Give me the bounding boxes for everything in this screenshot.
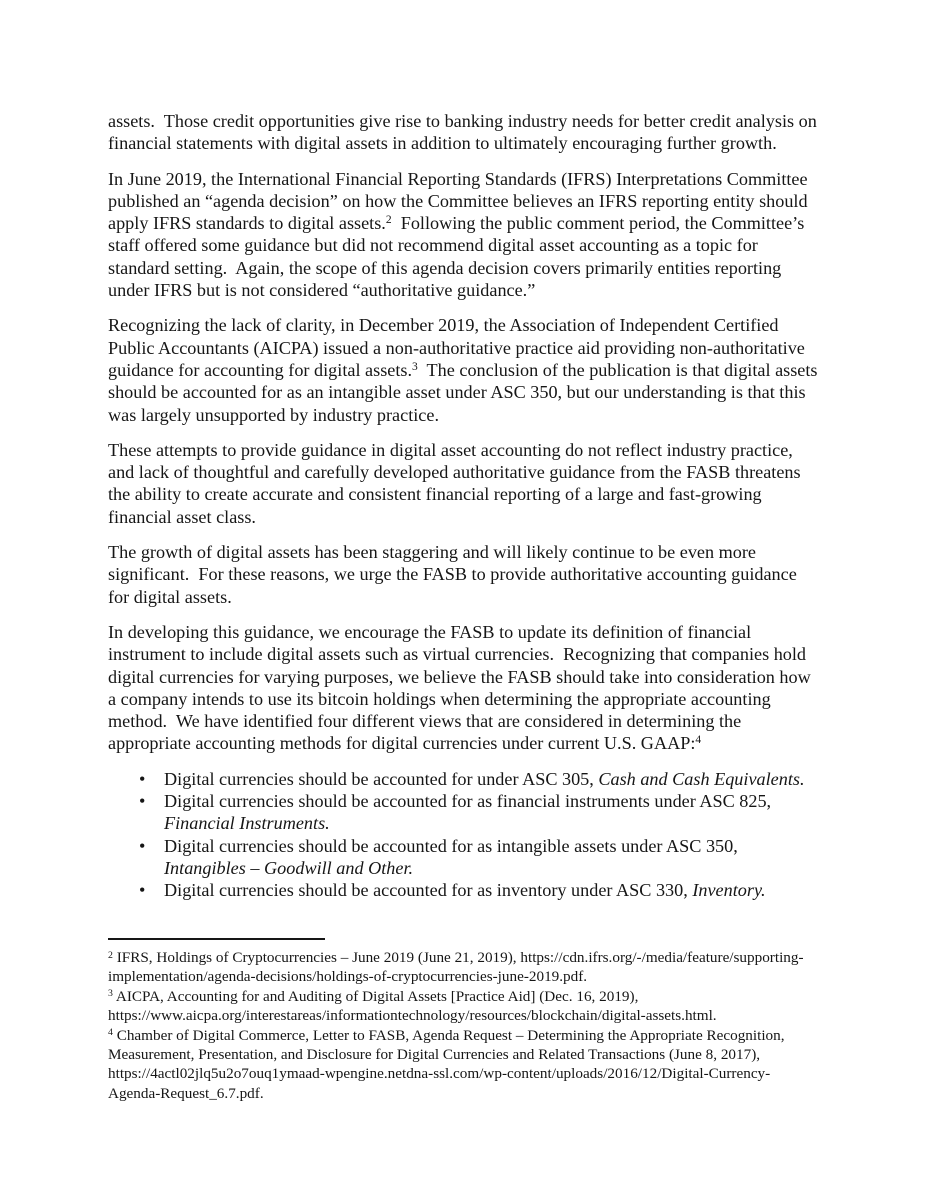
body-paragraph bbox=[108, 541, 821, 608]
bullet-list-item bbox=[108, 790, 821, 835]
bullet-icon: • bbox=[139, 768, 146, 789]
footnote-reference: 4 bbox=[695, 734, 702, 747]
footnote-text: AICPA, Accounting for and Auditing of Digital Assets [Practice Aid] (Dec. 16, 2019), https://www.aicpa.org/interestareas/informationtechnology/resources/blockchain/digital-assets.html. bbox=[108, 987, 717, 1025]
footnote bbox=[108, 987, 821, 1026]
bullet-icon: • bbox=[139, 880, 146, 901]
italic-text-run: Intangibles – Goodwill and Other. bbox=[164, 857, 414, 878]
italic-text-run: Financial Instruments. bbox=[164, 813, 330, 834]
bullet-list-item bbox=[108, 768, 821, 790]
italic-text-run: Cash and Cash Equivalents. bbox=[598, 768, 805, 789]
text-run: The growth of digital assets has been staggering and will likely continue to be even more significant. For these reasons, we urge the FASB to provide authoritative accounting guidance for digital assets. bbox=[108, 542, 802, 607]
text-run: These attempts to provide guidance in digital asset accounting do not reflect industry practice, and lack of thoughtful and carefully developed authoritative guidance from the FASB threatens the ability to create accurate and consistent financial reporting of a large and fast-growing financial asset class. bbox=[108, 439, 806, 527]
bullet-text bbox=[164, 836, 742, 878]
bullet-list-item bbox=[108, 879, 821, 901]
body-paragraphs bbox=[108, 110, 821, 755]
footnote-reference: 2 bbox=[385, 214, 392, 227]
text-run: In developing this guidance, we encourage the FASB to update its definition of financial instrument to include digital assets such as virtual currencies. Recognizing that companies hold digital currencies for varying purposes, we believe the FASB should take into consideration how a company intends to use its bitcoin holdings when determining the appropriate accounting method. We have identified four different views that are considered in determining the appropriate accounting methods for digital currencies under current U.S. GAAP: bbox=[108, 621, 816, 754]
text-run: Digital currencies should be accounted for under ASC 305, bbox=[164, 768, 599, 789]
bullet-text bbox=[164, 880, 766, 900]
footnote-text: Chamber of Digital Commerce, Letter to FASB, Agenda Request – Determining the Appropriate Recognition, Measurement, Presentation, and Disclosure for Digital Currencies and Related Transactions (June 8, 2017), https://4actl02jlq5u2o7ouq1ymaad-wpengine.netdna-ssl.com/wp-content/uploads/2016/12/Digital-Currency-Agenda-Request_6.7.pdf. bbox=[108, 1026, 789, 1102]
footnote-reference: 3 bbox=[412, 360, 418, 373]
footnote bbox=[108, 1026, 821, 1104]
text-run: The conclusion of the publication is that digital assets should be accounted for as an intangible asset under ASC 350, but our understanding is that this was largely unsupported by industry practice. bbox=[108, 359, 823, 425]
text-run: Following the public comment period, the Committee’s staff offered some guidance but did not recommend digital asset accounting as a topic for standard setting. Again, the scope of this agenda decision covers primarily entities reporting under IFRS but is not considered “authoritative guidance.” bbox=[108, 213, 809, 301]
footnote-text: IFRS, Holdings of Cryptocurrencies – June 2019 (June 21, 2019), https://cdn.ifrs.org/-/media/feature/supporting-implementation/agenda-decisions/holdings-of-cryptocurrencies-june-2019.pdf. bbox=[108, 949, 804, 986]
body-paragraph bbox=[108, 439, 821, 528]
bullet-text bbox=[164, 791, 776, 833]
body-paragraph bbox=[108, 314, 821, 425]
footnote bbox=[108, 948, 821, 987]
footnote-marker: 3 bbox=[108, 988, 113, 1000]
body-paragraph bbox=[108, 110, 821, 155]
text-run: In June 2019, the International Financial Reporting Standards (IFRS) Interpretations Committee published an “agenda decision” on how the Committee believes an IFRS reporting entity should apply IFRS standards to digital assets. bbox=[108, 168, 813, 234]
text-run: Recognizing the lack of clarity, in December 2019, the Association of Independent Certified Public Accountants (AICPA) issued a non-authoritative practice aid providing non-authoritative guidance for accounting for digital assets. bbox=[108, 315, 810, 380]
bullet-list-item bbox=[108, 835, 821, 880]
footnote-section bbox=[108, 938, 821, 1103]
footnote-marker: 2 bbox=[108, 949, 113, 961]
body-paragraph bbox=[108, 168, 821, 302]
footnote-separator bbox=[108, 938, 325, 940]
bullet-text bbox=[164, 769, 805, 789]
footnote-marker: 4 bbox=[108, 1027, 113, 1039]
italic-text-run: Inventory. bbox=[692, 880, 766, 901]
bullet-icon: • bbox=[139, 791, 146, 812]
text-run: Digital currencies should be accounted for as financial instruments under ASC 825, bbox=[164, 791, 776, 812]
text-run: Digital currencies should be accounted for as inventory under ASC 330, bbox=[164, 880, 693, 901]
text-run: Digital currencies should be accounted for as intangible assets under ASC 350, bbox=[164, 835, 743, 856]
text-run: assets. Those credit opportunities give rise to banking industry needs for better credit analysis on financial statements with digital assets in addition to ultimately encouraging further growth. bbox=[108, 111, 822, 154]
document-body bbox=[108, 110, 821, 902]
bullet-icon: • bbox=[139, 835, 146, 856]
body-paragraph bbox=[108, 621, 821, 755]
bullet-list bbox=[108, 768, 821, 902]
footnote-list bbox=[108, 948, 821, 1103]
